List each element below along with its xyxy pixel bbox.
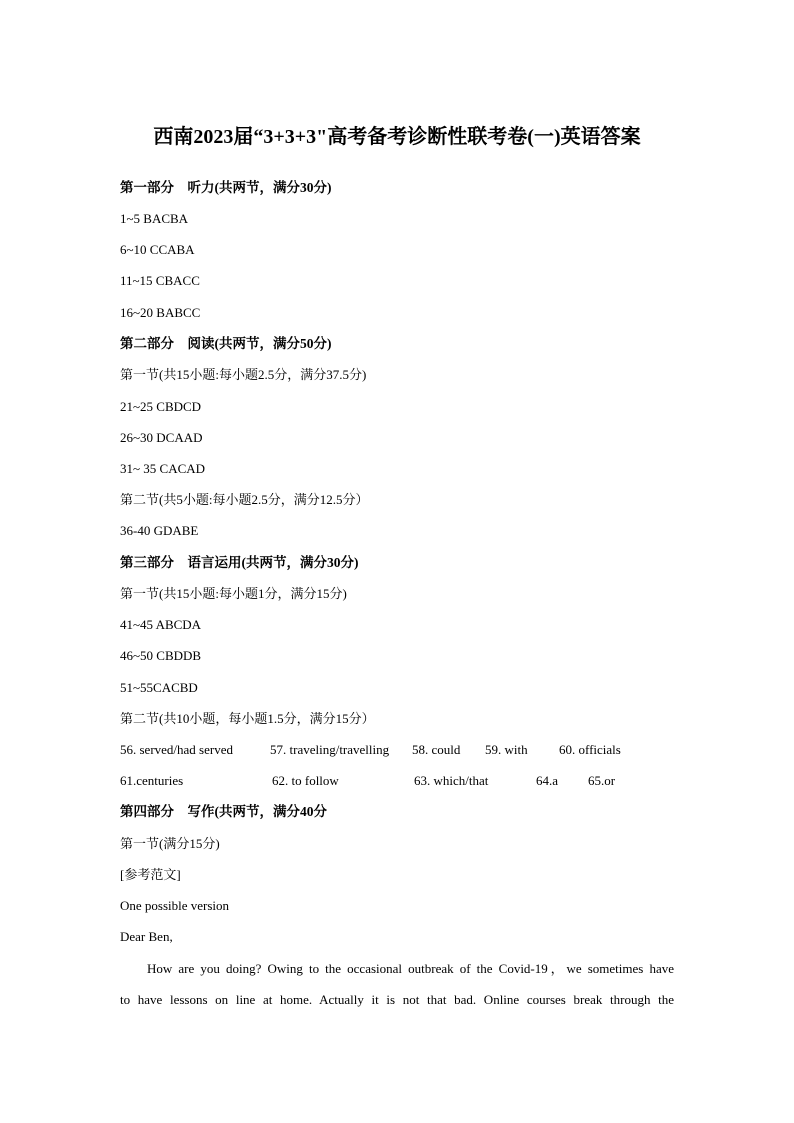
fill-answer-56: 56. served/had served	[120, 742, 233, 757]
part2-answer-2: 26~30 DCAAD	[120, 430, 203, 445]
part4-section1-title: 第一节(满分15分)	[120, 836, 220, 851]
part2-answer-4: 36-40 GDABE	[120, 523, 199, 538]
fill-answer-65: 65.or	[588, 773, 616, 788]
part3-answer-3: 51~55CACBD	[120, 680, 198, 695]
part3-answer-2: 46~50 CBDDB	[120, 648, 202, 663]
part3-section2-title: 第二节(共10小题，每小题1.5分，满分15分）	[120, 711, 375, 726]
fill-answer-62: 62. to follow	[272, 773, 339, 788]
part1-answer-3: 11~15 CBACC	[120, 273, 200, 288]
part2-answer-3: 31~ 35 CACAD	[120, 461, 206, 476]
part4-heading: 第四部分 写作(共两节，满分40分	[120, 804, 327, 819]
fill-answer-57: 57. traveling/travelling	[270, 742, 390, 757]
reference-label: [参考范文]	[120, 867, 181, 882]
part3-answer-1: 41~45 ABCDA	[120, 617, 202, 632]
fill-answer-59: 59. with	[485, 742, 528, 757]
page-title: 西南2023届“3+3+3"高考备考诊断性联考卷(一)英语答案	[153, 126, 641, 148]
version-label: One possible version	[120, 898, 230, 913]
part1-answer-2: 6~10 CCABA	[120, 242, 195, 257]
part1-answer-4: 16~20 BABCC	[120, 305, 201, 320]
part3-section1-title: 第一节(共15小题:每小题1分，满分15分)	[120, 586, 347, 601]
letter-greeting: Dear Ben,	[120, 929, 173, 944]
part2-answer-1: 21~25 CBDCD	[120, 399, 202, 414]
letter-paragraph-line-2: to have lessons on line at home. Actually it is not that bad. Online courses break through the	[120, 992, 674, 1007]
fill-answer-64: 64.a	[536, 773, 559, 788]
part2-heading: 第二部分 阅读(共两节，满分50分)	[120, 336, 332, 351]
part3-heading: 第三部分 语言运用(共两节，满分30分)	[120, 555, 359, 570]
part2-section1-title: 第一节(共15小题:每小题2.5分，满分37.5分)	[120, 367, 367, 382]
part1-heading: 第一部分 听力(共两节，满分30分)	[120, 180, 332, 195]
part2-section2-title: 第二节(共5小题:每小题2.5分，满分12.5分）	[120, 492, 369, 507]
fill-answer-60: 60. officials	[559, 742, 621, 757]
part1-answer-1: 1~5 BACBA	[120, 211, 189, 226]
letter-paragraph-line-1: How are you doing? Owing to the occasional outbreak of the Covid-19，we sometimes have	[147, 961, 674, 976]
fill-answer-61: 61.centuries	[120, 773, 184, 788]
fill-answer-58: 58. could	[412, 742, 461, 757]
fill-answer-63: 63. which/that	[414, 773, 489, 788]
